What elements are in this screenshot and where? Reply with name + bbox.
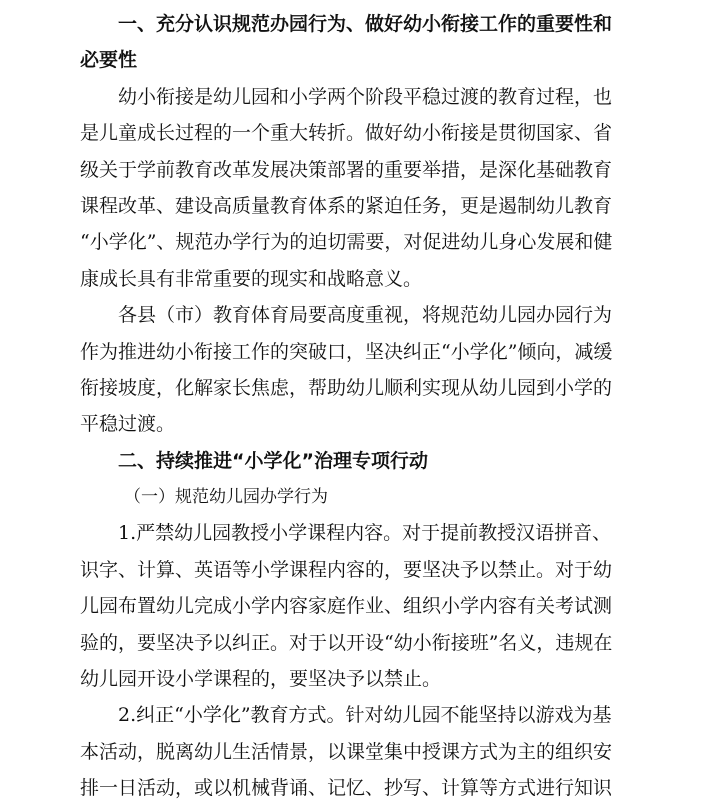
paragraph-line: 级关于学前教育改革发展决策部署的重要举措，是深化基础教育	[80, 158, 613, 181]
paragraph-line: 验的，要坚决予以纠正。对于以开设“幼小衔接班”名义，违规在	[80, 631, 613, 654]
sub-heading: （一）规范幼儿园办学行为	[124, 487, 328, 508]
section-heading-continued: 必要性	[80, 49, 138, 72]
paragraph	[80, 79, 658, 297]
paragraph-line: 本活动，脱离幼儿生活情景，以课堂集中授课方式为主的组织安	[80, 740, 613, 763]
paragraph-line: 1.严禁幼儿园教授小学课程内容。对于提前教授汉语拼音、	[118, 522, 612, 545]
section-2	[80, 443, 658, 807]
paragraph-line: 平稳过渡。	[80, 413, 176, 436]
paragraph-line: “小学化”、规范办学行为的迫切需要，对促进幼儿身心发展和健	[80, 231, 613, 254]
paragraph-line: 是儿童成长过程的一个重大转折。做好幼小衔接是贯彻国家、省	[80, 122, 613, 145]
paragraph-line: 课程改革、建设高质量教育体系的紧迫任务，更是遏制幼儿教育	[80, 194, 613, 217]
paragraph	[80, 515, 658, 697]
paragraph	[80, 297, 658, 443]
paragraph	[80, 697, 658, 806]
paragraph-line: 幼小衔接是幼儿园和小学两个阶段平稳过渡的教育过程，也	[118, 85, 613, 108]
paragraph-line: 幼儿园开设小学课程的，要坚决予以禁止。	[80, 668, 442, 691]
paragraph-line: 康成长具有非常重要的现实和战略意义。	[80, 267, 423, 290]
section-1	[80, 6, 658, 443]
paragraph-line: 作为推进幼小衔接工作的突破口，坚决纠正“小学化”倾向，减缓	[80, 340, 613, 363]
paragraph-line: 衔接坡度，化解家长焦虑，帮助幼儿顺利实现从幼儿园到小学的	[80, 376, 613, 399]
paragraph-line: 各县（市）教育体育局要高度重视，将规范幼儿园办园行为	[118, 304, 613, 327]
paragraph-line: 儿园布置幼儿完成小学内容家庭作业、组织小学内容有关考试测	[80, 595, 613, 618]
paragraph-line: 排一日活动，或以机械背诵、记忆、抄写、计算等方式进行知识	[80, 777, 613, 800]
section-heading: 一、充分认识规范办园行为、做好幼小衔接工作的重要性和	[118, 13, 613, 35]
section-heading: 二、持续推进“小学化”治理专项行动	[118, 449, 428, 472]
paragraph-line: 识字、计算、英语等小学课程内容的，要坚决予以禁止。对于幼	[80, 558, 613, 581]
paragraph-line: 2.纠正“小学化”教育方式。针对幼儿园不能坚持以游戏为基	[118, 704, 612, 727]
